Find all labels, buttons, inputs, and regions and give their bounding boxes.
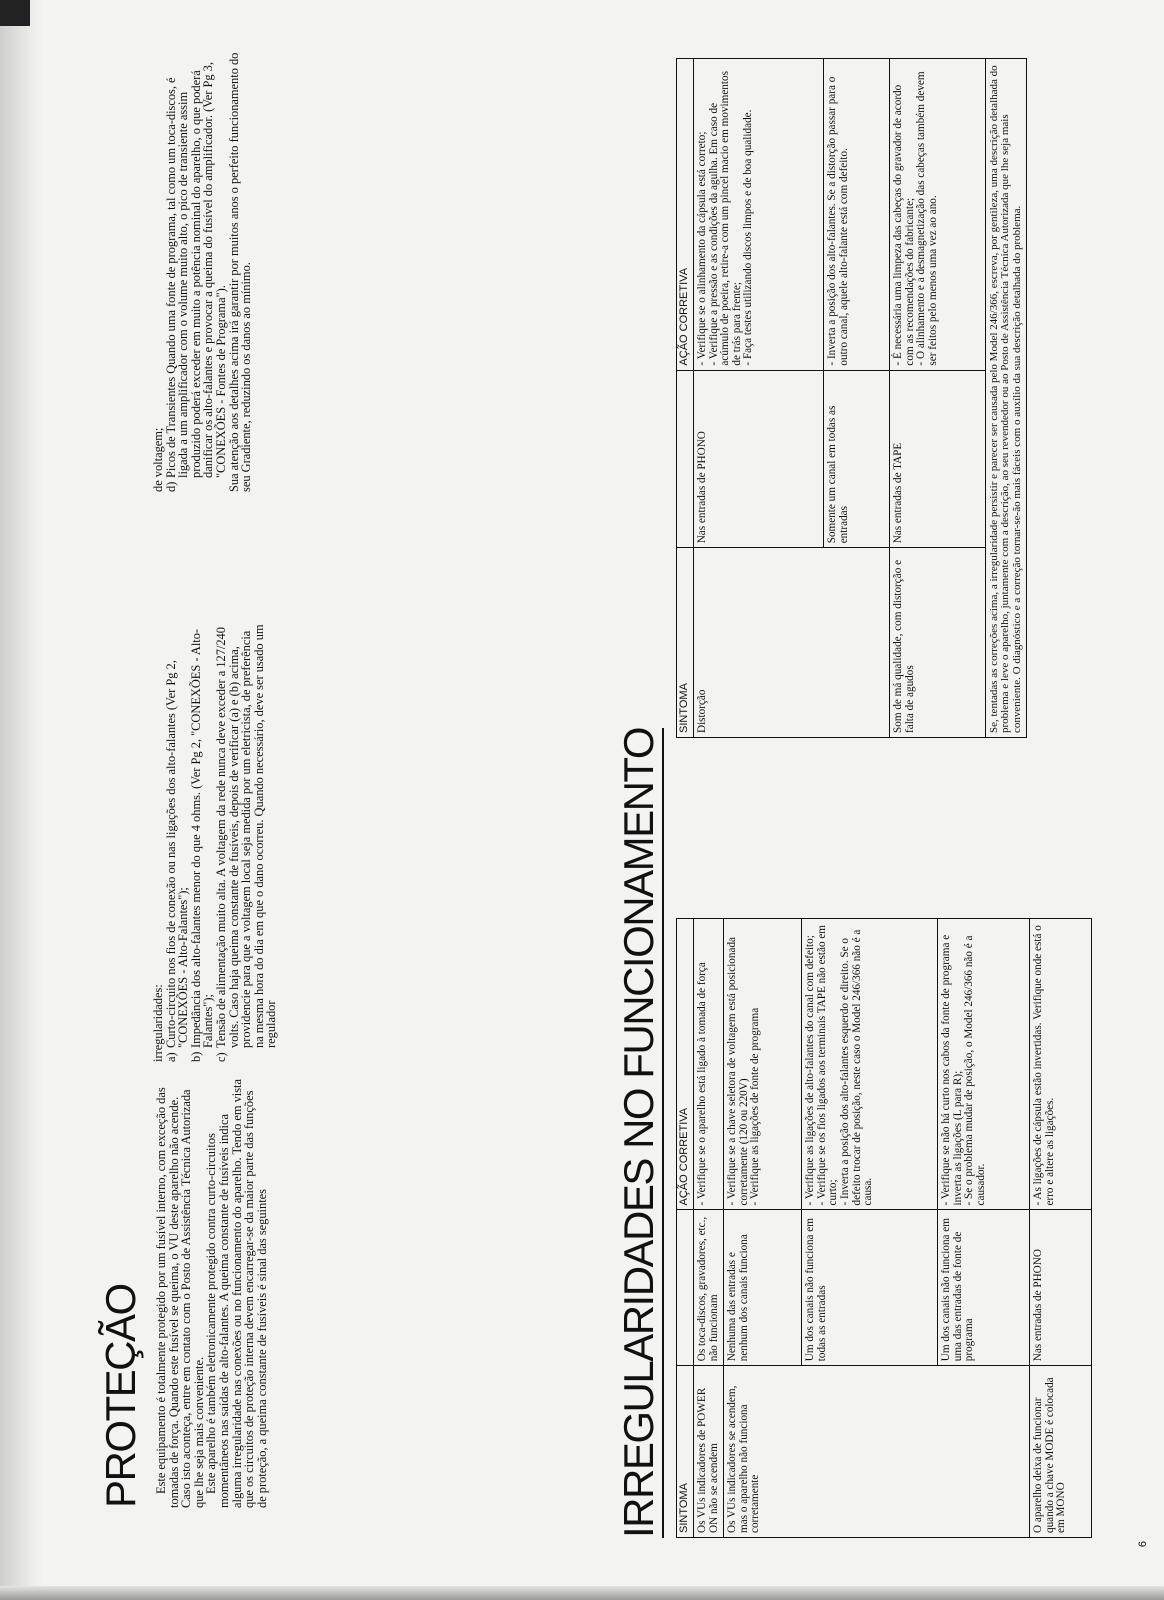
table-1-r2-condicao: Nenhuma das entradas e nenhum dos canais funciona xyxy=(724,1210,802,1366)
protecao-middle-intro: irregularidades: xyxy=(151,984,165,1062)
table-1-r3-acao: - Verifique as ligações de alto-falantes do canal com defeito; - Verifique se os fios ligados aos terminais TAPE não estão em curto; - Inverta a posição dos alto-falantes esquerdo e direito. Se o defeito trocar de posição, neste caso o Model 246/366 não é a causa. xyxy=(802,919,938,1210)
table-2-header-blank xyxy=(677,370,694,548)
table-row xyxy=(986,59,1027,738)
table-1-r4-acao: - Verifique se não há curto nos cabos da fonte de programa e inverta as ligações (L para R); - Se o problema mudar de posição, o Model 246/366 não é a causador. xyxy=(938,919,1030,1210)
table-row xyxy=(724,919,802,1538)
table-2-r3-acao: - É necessária uma limpeza das cabeças do gravador de acordo com as recomendações do fabricante; - O alinhamento e a desmagnetização das cabeças também devem ser feitos pelo menos uma vez ao ano. xyxy=(890,59,986,371)
protecao-middle-column xyxy=(152,622,278,1062)
irregularidades-table-2 xyxy=(676,58,1027,738)
table-1-r5-condicao: Nas entradas de PHONO xyxy=(1030,1210,1092,1366)
table-1-r2-acao: - Verifique se a chave seletora de voltagem está posicionada corretamente (120 ou 220V) - Verifique as ligações de fonte de programa xyxy=(724,919,802,1210)
table-2-r1-acao: - Verifique se o alinhamento da cápsula está correto; - Verifique a pressão e as condições da agulha. Em caso de acúmulo de poeira, retire-a com um pincel macio em movimentos de trás para frente; - Faça testes utilizando discos limpos e de boa qualidade. xyxy=(694,59,824,371)
protecao-paragraph-1: Este equipamento é totalmente protegido por um fusível interno, com exceção das tomadas de força. Quando este fusível se queima, o VU deste aparelho não acende. Caso isto aconteça, entre em contato com o Posto de Assistência Técnica Autorizada que lhe seja mais conveniente. xyxy=(154,1087,206,1508)
table-row xyxy=(938,919,1030,1538)
table-row xyxy=(1030,919,1092,1538)
protecao-title: PROTEÇÃO xyxy=(97,1284,144,1508)
table-2-r2-acao: - Inverta a posição dos alto-falantes. Se a distorção passar para o outro canal, aquele alto-falante está com defeito. xyxy=(824,59,890,371)
table-1-r3-condicao: Um dos canais não funciona em todas as entradas xyxy=(802,1210,938,1366)
irregularidades-title: IRREGULARIDADES NO FUNCIONAMENTO xyxy=(615,728,662,1538)
protecao-right-column xyxy=(152,52,253,492)
table-2-header-acao: AÇÃO CORRETIVA xyxy=(677,59,694,371)
protecao-paragraph-2: Este aparelho é também eletronicamente protegido contra curto-circuitos momentâneos nas saídas de alto-falantes. A queima constante de fusíveis indica alguma irregularidade nas conexões ou no funcionamento do aparelho. Tendo em vista que os circuitos de proteção interna devem encarregar-se da maior parte das funções de proteção, a queima constante de fusíveis é sinal das seguintes xyxy=(204,1079,269,1508)
table-1-r4-condicao: Um dos canais não funciona em uma das entradas de fonte de programa xyxy=(938,1210,1030,1366)
protecao-right-list xyxy=(165,52,228,492)
table-1-header-blank xyxy=(677,1210,694,1366)
protecao-right-continuation: de voltagem; xyxy=(151,427,165,492)
protecao-right-closing: Sua atenção aos detalhes acima irá garantir por muitos anos o perfeito funcionamento do seu Gradiente, reduzindo os danos ao mínimo. xyxy=(226,52,254,492)
table-row xyxy=(802,919,938,1538)
table-2-note: Se, tentadas as correções acima, a irregularidade persistir e parecer ser causada pelo Model 246/366, escreva, por gentileza, uma descrição detalhada do problema e leve o aparelho, juntamente com a descrição, ao seu revendedor ou ao Posto de Assistência Técnica Autorizada que lhe seja mais conveniente. O diagnóstico e a correção tornar-se-ão mais fáceis com o auxílio da sua descrição detalhada do problema. xyxy=(986,59,1027,738)
table-1-r3-sintoma xyxy=(802,1366,938,1538)
page-number: 6 xyxy=(1137,1540,1150,1548)
protecao-left-column xyxy=(155,1076,268,1508)
table-2-r3-sintoma: Som de má qualidade, com distorção e falta de agudos xyxy=(890,548,986,738)
table-2-r3-condicao: Nas entradas de TAPE xyxy=(890,370,986,548)
irregularidades-table-1 xyxy=(676,918,1092,1538)
table-1-header-acao: AÇÃO CORRETIVA xyxy=(677,919,694,1210)
table-row xyxy=(694,919,724,1538)
table-1-r1-sintoma: Os VUs indicadores de POWER ON não se acendem xyxy=(694,1366,724,1538)
table-1-r2-sintoma: Os VUs indicadores se acendem, mas o aparelho não funciona corretamente xyxy=(724,1366,802,1538)
table-2-r2-sintoma xyxy=(824,548,890,738)
table-row xyxy=(824,59,890,738)
table-1-header-sintoma: SINTOMA xyxy=(677,1366,694,1538)
table-2-r2-condicao: Somente um canal em todas as entradas xyxy=(824,370,890,548)
table-2-header-sintoma: SINTOMA xyxy=(677,548,694,738)
protecao-item-c: c) Tensão de alimentação muito alta. A voltagem da rede nunca deve exceder a 127/240 volts. Caso haja queima constante de fusíveis, depois de verificar (a) e (b) acima, providencie para que a voltagem local seja medida por um eletricista, de preferência na mesma hora do dia em que o dano ocorreu. Quando necessário, deve ser usado um regulador xyxy=(213,624,279,1062)
table-1-r4-sintoma xyxy=(938,1366,1030,1538)
table-row xyxy=(694,59,824,738)
table-1-r5-acao: - As ligações de cápsula estão invertidas. Verifique onde está o erro e altere as ligações. xyxy=(1030,919,1092,1210)
table-1-header-row xyxy=(677,919,694,1538)
protecao-item-b: b) Impedância dos alto-falantes menor do que 4 ohms. (Ver Pg 2, "CONEXÕES - Alto-Falantes"); xyxy=(188,628,216,1062)
protecao-middle-list xyxy=(165,622,278,1062)
table-2-r1-sintoma: Distorção xyxy=(694,548,824,738)
protecao-item-d: d) Picos de Transientes Quando uma fonte de programa, tal como um toca-discos, é ligada a um amplificador com o volume muito alto, o pico de transiente assim produzido poderá exceder em muito a potência nominal do aparelho, o que poderá danificar os alto-falantes e provocar a queima do fusível do amplificador. (Ver Pg 3, "CONEXÕES - Fontes de Programa"). xyxy=(163,62,228,492)
table-row xyxy=(890,59,986,738)
table-2-header-row xyxy=(677,59,694,738)
table-1-r1-condicao: Os toca-discos, gravadores, etc., não funcionam xyxy=(694,1210,724,1366)
table-1-r1-acao: - Verifique se o aparelho está ligado à tomada de força xyxy=(694,919,724,1210)
table-1-r5-sintoma: O aparelho deixa de funcionar quando a chave MODE é colocada em MONO xyxy=(1030,1366,1092,1538)
protecao-item-a: a) Curto-circuito nos fios de conexão ou nas ligações dos alto-falantes (Ver Pg 2, "CONEXÕES - Alto-Falantes"); xyxy=(163,660,191,1062)
table-2-r1-condicao: Nas entradas de PHONO xyxy=(694,370,824,548)
